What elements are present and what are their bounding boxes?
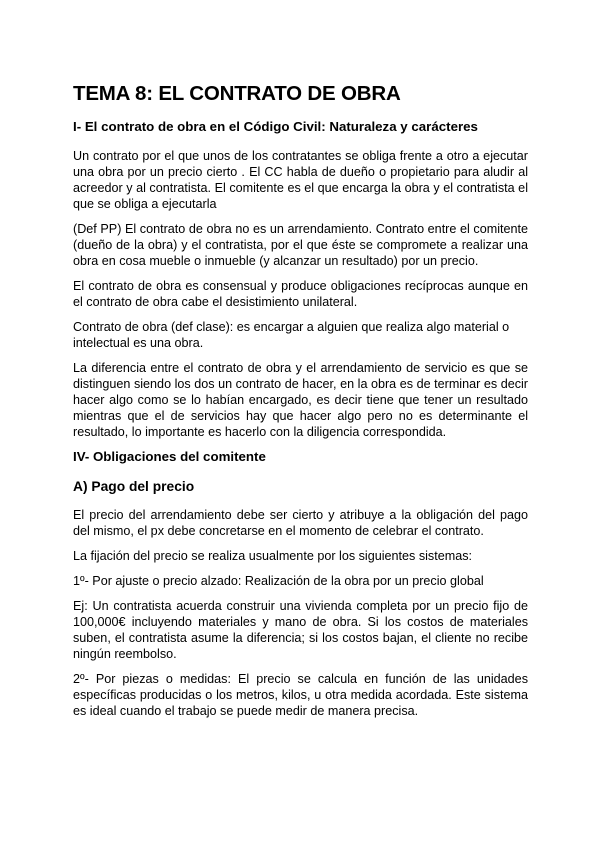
subsection-heading-pago: A) Pago del precio bbox=[73, 479, 195, 494]
paragraph-definicion: Un contrato por el que unos de los contratantes se obliga frente a otro a ejecutar una obra por un precio cierto . El CC habla de dueño o propietario para aludir al acreedor y al contratista. El comitente es el que encarga la obra y el contratista el que se obliga a ejecutarla bbox=[73, 149, 528, 211]
paragraph-def-pp: (Def PP) El contrato de obra no es un arrendamiento. Contrato entre el comitente (dueño de la obra) y el contratista, por el que éste se compromete a realizar una obra en cosa mueble o inmueble (y alcanzar un resultado) por un precio. bbox=[73, 222, 528, 268]
paragraph-ajuste: 1º- Por ajuste o precio alzado: Realización de la obra por un precio global bbox=[73, 574, 484, 588]
paragraph-diferencia: La diferencia entre el contrato de obra y el arrendamiento de servicio es que se distinguen siendo los dos un contrato de hacer, en la obra es de terminar es decir hacer algo como se lo habían encargado, es decir tiene que tener un resultado mientras que el de servicios hay que hacer algo pero no es determinante el resultado, lo importante es hacerlo con la diligencia correspondida. bbox=[73, 361, 528, 439]
paragraph-sistemas: La fijación del precio se realiza usualmente por los siguientes sistemas: bbox=[73, 549, 473, 563]
section-heading-naturaleza: I- El contrato de obra en el Código Civil: Naturaleza y carácteres bbox=[73, 119, 478, 134]
section-heading-obligaciones: IV- Obligaciones del comitente bbox=[73, 449, 266, 464]
document-title: TEMA 8: EL CONTRATO DE OBRA bbox=[73, 82, 401, 105]
paragraph-piezas: 2º- Por piezas o medidas: El precio se calcula en función de las unidades específicas producidas o los metros, kilos, u otra medida acordada. Este sistema es ideal cuando el trabajo se puede medir de manera precisa. bbox=[73, 672, 528, 718]
paragraph-precio: El precio del arrendamiento debe ser cierto y atribuye a la obligación del pago del mismo, el px debe concretarse en el momento de celebrar el contrato. bbox=[73, 508, 528, 538]
paragraph-ejemplo: Ej: Un contratista acuerda construir una vivienda completa por un precio fijo de 100,000€ incluyendo materiales y mano de obra. Si los costos de materiales suben, el contratista asume la diferencia; si los costos bajan, el cliente no recibe ningún reembolso. bbox=[73, 599, 528, 661]
paragraph-def-clase: Contrato de obra (def clase): es encargar a alguien que realiza algo material o intelectual es una obra. bbox=[73, 320, 510, 350]
paragraph-consensual: El contrato de obra es consensual y produce obligaciones recíprocas aunque en el contrato de obra cabe el desistimiento unilateral. bbox=[73, 279, 528, 309]
